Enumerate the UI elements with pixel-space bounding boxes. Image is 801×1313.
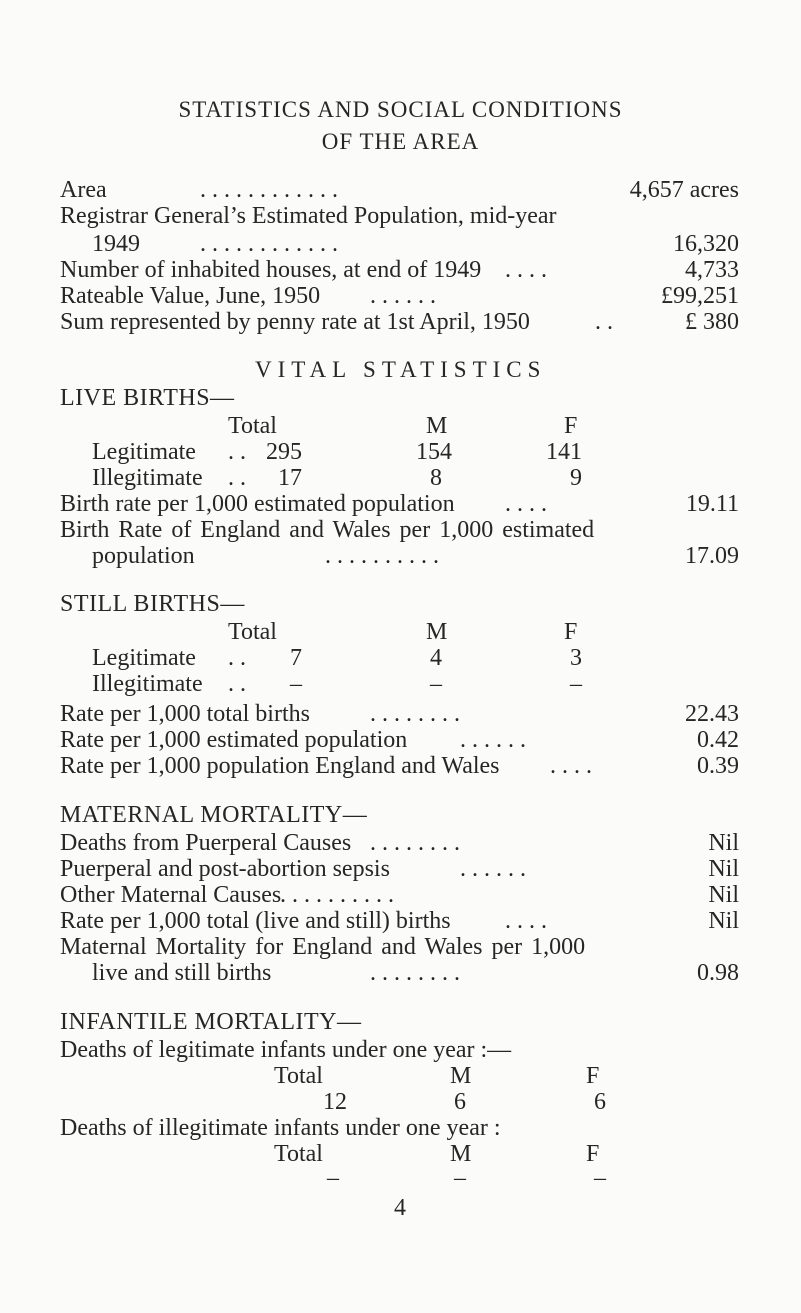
- maternal-england-value: 0.98: [697, 960, 739, 986]
- still-rate-eng-label: Rate per 1,000 population England and Wales: [60, 753, 500, 779]
- page-subtitle: OF THE AREA: [321, 129, 480, 154]
- page-title: STATISTICS AND SOCIAL CONDITIONS: [178, 97, 623, 122]
- maternal-england-label-cont: live and still births: [92, 960, 272, 986]
- cell-total: 7: [290, 645, 302, 671]
- cell-m: 6: [454, 1089, 466, 1115]
- still-rate-total-label: Rate per 1,000 total births: [60, 701, 310, 727]
- cell-f: 3: [570, 645, 582, 671]
- still-rate-total-value: 22.43: [685, 701, 739, 727]
- leader-dots: . . . .: [550, 753, 592, 779]
- col-total: Total: [228, 413, 277, 439]
- puerperal-deaths-value: Nil: [708, 830, 739, 856]
- leader-dots: . . . . . . . . . .: [280, 882, 394, 908]
- england-birth-rate-label: Birth Rate of England and Wales per 1,000 estimated: [60, 517, 595, 543]
- puerperal-deaths-label: Deaths from Puerperal Causes: [60, 830, 352, 856]
- birth-rate-value: 19.11: [685, 491, 739, 517]
- leader-dots: . . . . . . . .: [370, 701, 460, 727]
- cell-m: –: [454, 1165, 466, 1191]
- cell-m: 4: [430, 645, 442, 671]
- still-rate-pop-value: 0.42: [697, 727, 739, 753]
- still-rate-eng-value: 0.39: [697, 753, 739, 779]
- col-f: F: [564, 413, 578, 439]
- leader-dots: . .: [228, 671, 246, 697]
- cell-total: –: [290, 671, 302, 697]
- cell-f: 141: [546, 439, 582, 465]
- houses-value: 4,733: [685, 257, 739, 283]
- leader-dots: . . . .: [505, 908, 547, 934]
- leader-dots: . .: [228, 645, 246, 671]
- vital-statistics-heading: VITAL STATISTICS: [255, 357, 547, 382]
- col-m: M: [450, 1063, 472, 1089]
- cell-total: 12: [323, 1089, 347, 1115]
- england-birth-rate-label-cont: population: [92, 543, 195, 569]
- area-label: Area: [60, 177, 107, 203]
- cell-f: 6: [594, 1089, 606, 1115]
- sepsis-label: Puerperal and post-abortion sepsis: [60, 856, 390, 882]
- leader-dots: . . . . . . . .: [370, 960, 460, 986]
- leader-dots: . . . . . .: [460, 727, 526, 753]
- rateable-value: £99,251: [661, 283, 739, 309]
- still-births-heading: STILL BIRTHS—: [60, 591, 245, 617]
- other-maternal-value: Nil: [708, 882, 739, 908]
- col-total: Total: [274, 1141, 323, 1167]
- leader-dots: . . . . . . . . . . . .: [200, 177, 338, 203]
- penny-rate-value: £ 380: [685, 309, 739, 335]
- penny-rate-label: Sum represented by penny rate at 1st April, 1950: [60, 309, 530, 335]
- leader-dots: . . . . . .: [370, 283, 436, 309]
- population-value: 16,320: [673, 231, 739, 257]
- area-value: 4,657 acres: [629, 177, 739, 203]
- leader-dots: . . . . . . . .: [370, 830, 460, 856]
- row-label: Illegitimate: [92, 671, 203, 697]
- rateable-label: Rateable Value, June, 1950: [60, 283, 321, 309]
- leader-dots: . .: [228, 465, 246, 491]
- still-rate-pop-label: Rate per 1,000 estimated population: [60, 727, 408, 753]
- leader-dots: . .: [228, 439, 246, 465]
- cell-total: 295: [266, 439, 302, 465]
- leader-dots: . .: [595, 309, 613, 335]
- infantile-mortality-heading: INFANTILE MORTALITY—: [60, 1009, 362, 1035]
- other-maternal-label: Other Maternal Causes: [60, 882, 282, 908]
- england-birth-rate-value: 17.09: [685, 543, 739, 569]
- cell-m: 154: [416, 439, 452, 465]
- col-m: M: [426, 413, 448, 439]
- cell-f: –: [570, 671, 582, 697]
- col-f: F: [564, 619, 578, 645]
- cell-f: 9: [570, 465, 582, 491]
- birth-rate-label: Birth rate per 1,000 estimated population: [60, 491, 455, 517]
- population-year: 1949: [92, 231, 140, 257]
- col-m: M: [450, 1141, 472, 1167]
- leader-dots: . . . . . . . . . . . .: [200, 231, 338, 257]
- row-label: Legitimate: [92, 645, 196, 671]
- cell-total: –: [327, 1165, 339, 1191]
- row-label: Legitimate: [92, 439, 196, 465]
- col-total: Total: [274, 1063, 323, 1089]
- leader-dots: . . . . . .: [460, 856, 526, 882]
- maternal-rate-label: Rate per 1,000 total (live and still) births: [60, 908, 451, 934]
- illegitimate-infants-label: Deaths of illegitimate infants under one year :: [60, 1115, 501, 1141]
- leader-dots: . . . .: [505, 491, 547, 517]
- leader-dots: . . . . . . . . . .: [325, 543, 439, 569]
- cell-m: 8: [430, 465, 442, 491]
- cell-f: –: [594, 1165, 606, 1191]
- col-m: M: [426, 619, 448, 645]
- live-births-heading: LIVE BIRTHS—: [60, 385, 235, 411]
- maternal-england-label: Maternal Mortality for England and Wales per 1,000: [60, 934, 586, 960]
- legitimate-infants-label: Deaths of legitimate infants under one year :—: [60, 1037, 512, 1063]
- page-number: 4: [394, 1195, 406, 1221]
- cell-total: 17: [278, 465, 302, 491]
- col-f: F: [586, 1063, 600, 1089]
- col-f: F: [586, 1141, 600, 1167]
- col-total: Total: [228, 619, 277, 645]
- houses-label: Number of inhabited houses, at end of 1949: [60, 257, 482, 283]
- maternal-mortality-heading: MATERNAL MORTALITY—: [60, 802, 368, 828]
- sepsis-value: Nil: [708, 856, 739, 882]
- population-label: Registrar General’s Estimated Population, mid-year: [60, 203, 557, 229]
- leader-dots: . . . .: [505, 257, 547, 283]
- maternal-rate-value: Nil: [708, 908, 739, 934]
- cell-m: –: [430, 671, 442, 697]
- row-label: Illegitimate: [92, 465, 203, 491]
